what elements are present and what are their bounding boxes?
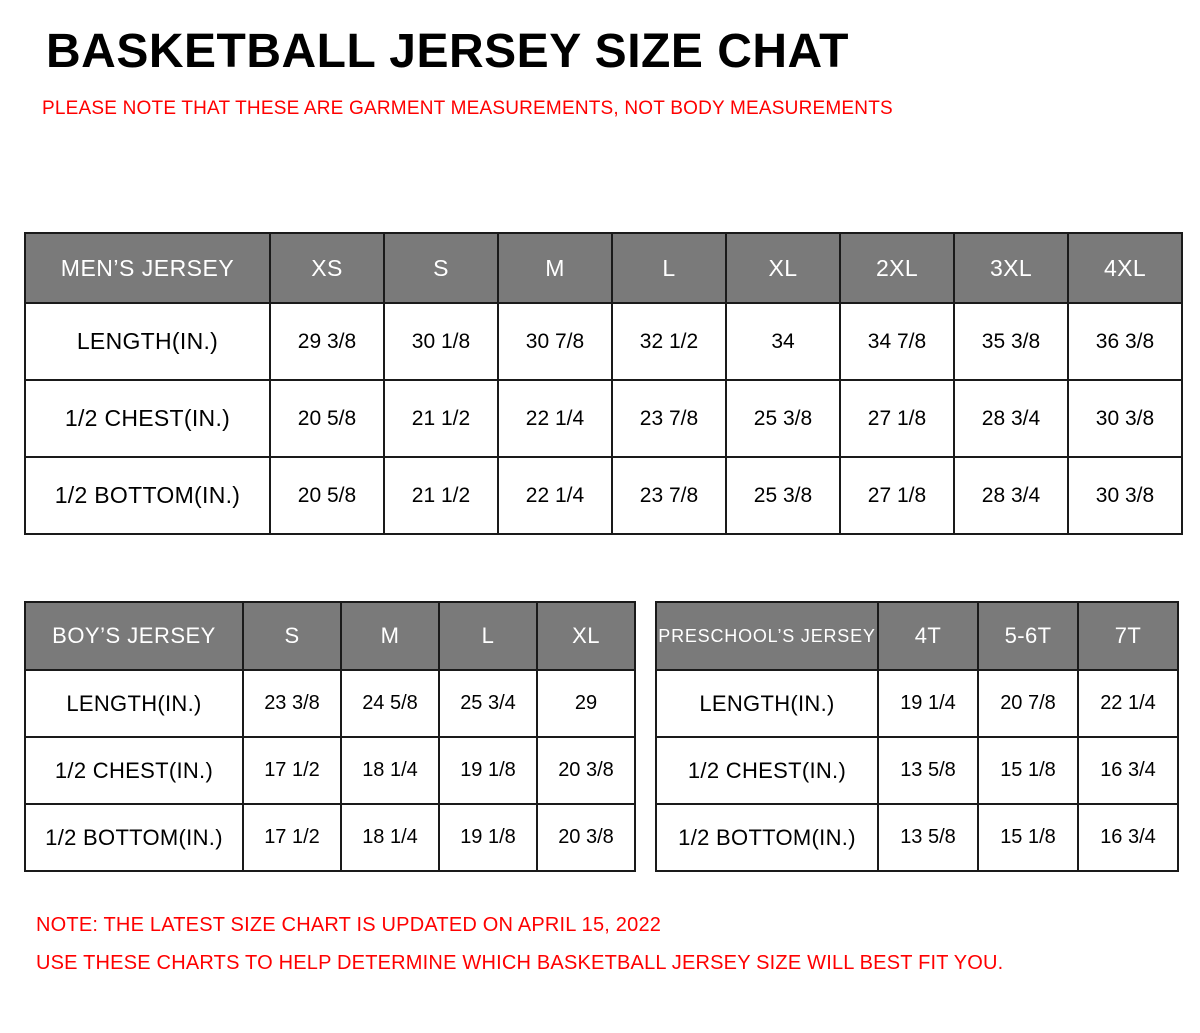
boys-jersey-size-table — [24, 601, 636, 872]
table-cell: 22 1/4 — [498, 380, 612, 457]
row-label: 1/2 BOTTOM(IN.) — [25, 804, 243, 871]
table-row — [25, 380, 1182, 457]
table-cell: 30 1/8 — [384, 303, 498, 380]
table-cell: 30 3/8 — [1068, 457, 1182, 534]
table-cell: 28 3/4 — [954, 457, 1068, 534]
table-corner-label: PRESCHOOL’S JERSEY — [656, 602, 878, 670]
row-label: LENGTH(IN.) — [25, 303, 270, 380]
table-cell: 19 1/4 — [878, 670, 978, 737]
column-header: 7T — [1078, 602, 1178, 670]
table-row — [656, 804, 1178, 871]
column-header: S — [384, 233, 498, 303]
table-cell: 34 7/8 — [840, 303, 954, 380]
table-cell: 19 1/8 — [439, 737, 537, 804]
table-cell: 18 1/4 — [341, 737, 439, 804]
table-cell: 30 3/8 — [1068, 380, 1182, 457]
table-header-row — [25, 602, 635, 670]
table-cell: 21 1/2 — [384, 380, 498, 457]
footer-notes — [36, 906, 1003, 982]
table-cell: 29 3/8 — [270, 303, 384, 380]
table-row — [656, 670, 1178, 737]
column-header: L — [612, 233, 726, 303]
table-cell: 25 3/8 — [726, 380, 840, 457]
table-row — [25, 804, 635, 871]
row-label: 1/2 CHEST(IN.) — [25, 737, 243, 804]
row-label: LENGTH(IN.) — [25, 670, 243, 737]
table-cell: 28 3/4 — [954, 380, 1068, 457]
column-header: 4T — [878, 602, 978, 670]
table-cell: 32 1/2 — [612, 303, 726, 380]
mens-jersey-size-table — [24, 232, 1183, 535]
table-cell: 21 1/2 — [384, 457, 498, 534]
column-header: XL — [537, 602, 635, 670]
row-label: 1/2 CHEST(IN.) — [25, 380, 270, 457]
table-cell: 17 1/2 — [243, 737, 341, 804]
row-label: 1/2 BOTTOM(IN.) — [25, 457, 270, 534]
table-cell: 20 7/8 — [978, 670, 1078, 737]
usage-note: USE THESE CHARTS TO HELP DETERMINE WHICH BASKETBALL JERSEY SIZE WILL BEST FIT YOU. — [36, 952, 1004, 974]
preschool-jersey-size-table — [655, 601, 1179, 872]
table-cell: 29 — [537, 670, 635, 737]
table-header-row — [656, 602, 1178, 670]
row-label: 1/2 CHEST(IN.) — [656, 737, 878, 804]
table-cell: 30 7/8 — [498, 303, 612, 380]
table-cell: 23 7/8 — [612, 457, 726, 534]
garment-measurement-note: PLEASE NOTE THAT THESE ARE GARMENT MEASUREMENTS, NOT BODY MEASUREMENTS — [42, 97, 893, 119]
table-cell: 20 5/8 — [270, 380, 384, 457]
table-cell: 17 1/2 — [243, 804, 341, 871]
table-row — [25, 303, 1182, 380]
column-header: 3XL — [954, 233, 1068, 303]
table-row — [25, 670, 635, 737]
column-header: XL — [726, 233, 840, 303]
table-cell: 13 5/8 — [878, 737, 978, 804]
row-label: 1/2 BOTTOM(IN.) — [656, 804, 878, 871]
column-header: 2XL — [840, 233, 954, 303]
table-corner-label: MEN’S JERSEY — [25, 233, 270, 303]
row-label: LENGTH(IN.) — [656, 670, 878, 737]
table-cell: 19 1/8 — [439, 804, 537, 871]
column-header: S — [243, 602, 341, 670]
table-cell: 20 3/8 — [537, 804, 635, 871]
table-cell: 20 3/8 — [537, 737, 635, 804]
column-header: M — [341, 602, 439, 670]
table-cell: 27 1/8 — [840, 380, 954, 457]
table-cell: 27 1/8 — [840, 457, 954, 534]
table-cell: 35 3/8 — [954, 303, 1068, 380]
table-cell: 23 7/8 — [612, 380, 726, 457]
table-cell: 16 3/4 — [1078, 737, 1178, 804]
table-cell: 15 1/8 — [978, 737, 1078, 804]
table-cell: 15 1/8 — [978, 804, 1078, 871]
table-cell: 25 3/8 — [726, 457, 840, 534]
table-cell: 22 1/4 — [1078, 670, 1178, 737]
page-title: BASKETBALL JERSEY SIZE CHAT — [46, 25, 849, 78]
table-row — [25, 457, 1182, 534]
column-header: 5-6T — [978, 602, 1078, 670]
table-row — [25, 737, 635, 804]
column-header: M — [498, 233, 612, 303]
table-cell: 16 3/4 — [1078, 804, 1178, 871]
table-cell: 20 5/8 — [270, 457, 384, 534]
table-cell: 24 5/8 — [341, 670, 439, 737]
column-header: L — [439, 602, 537, 670]
table-cell: 13 5/8 — [878, 804, 978, 871]
table-cell: 22 1/4 — [498, 457, 612, 534]
table-header-row — [25, 233, 1182, 303]
table-row — [656, 737, 1178, 804]
table-corner-label: BOY’S JERSEY — [25, 602, 243, 670]
table-cell: 18 1/4 — [341, 804, 439, 871]
table-cell: 23 3/8 — [243, 670, 341, 737]
column-header: XS — [270, 233, 384, 303]
update-note: NOTE: THE LATEST SIZE CHART IS UPDATED ON APRIL 15, 2022 — [36, 914, 662, 936]
column-header: 4XL — [1068, 233, 1182, 303]
table-cell: 34 — [726, 303, 840, 380]
size-chart-page — [0, 26, 1200, 1033]
table-cell: 25 3/4 — [439, 670, 537, 737]
table-cell: 36 3/8 — [1068, 303, 1182, 380]
